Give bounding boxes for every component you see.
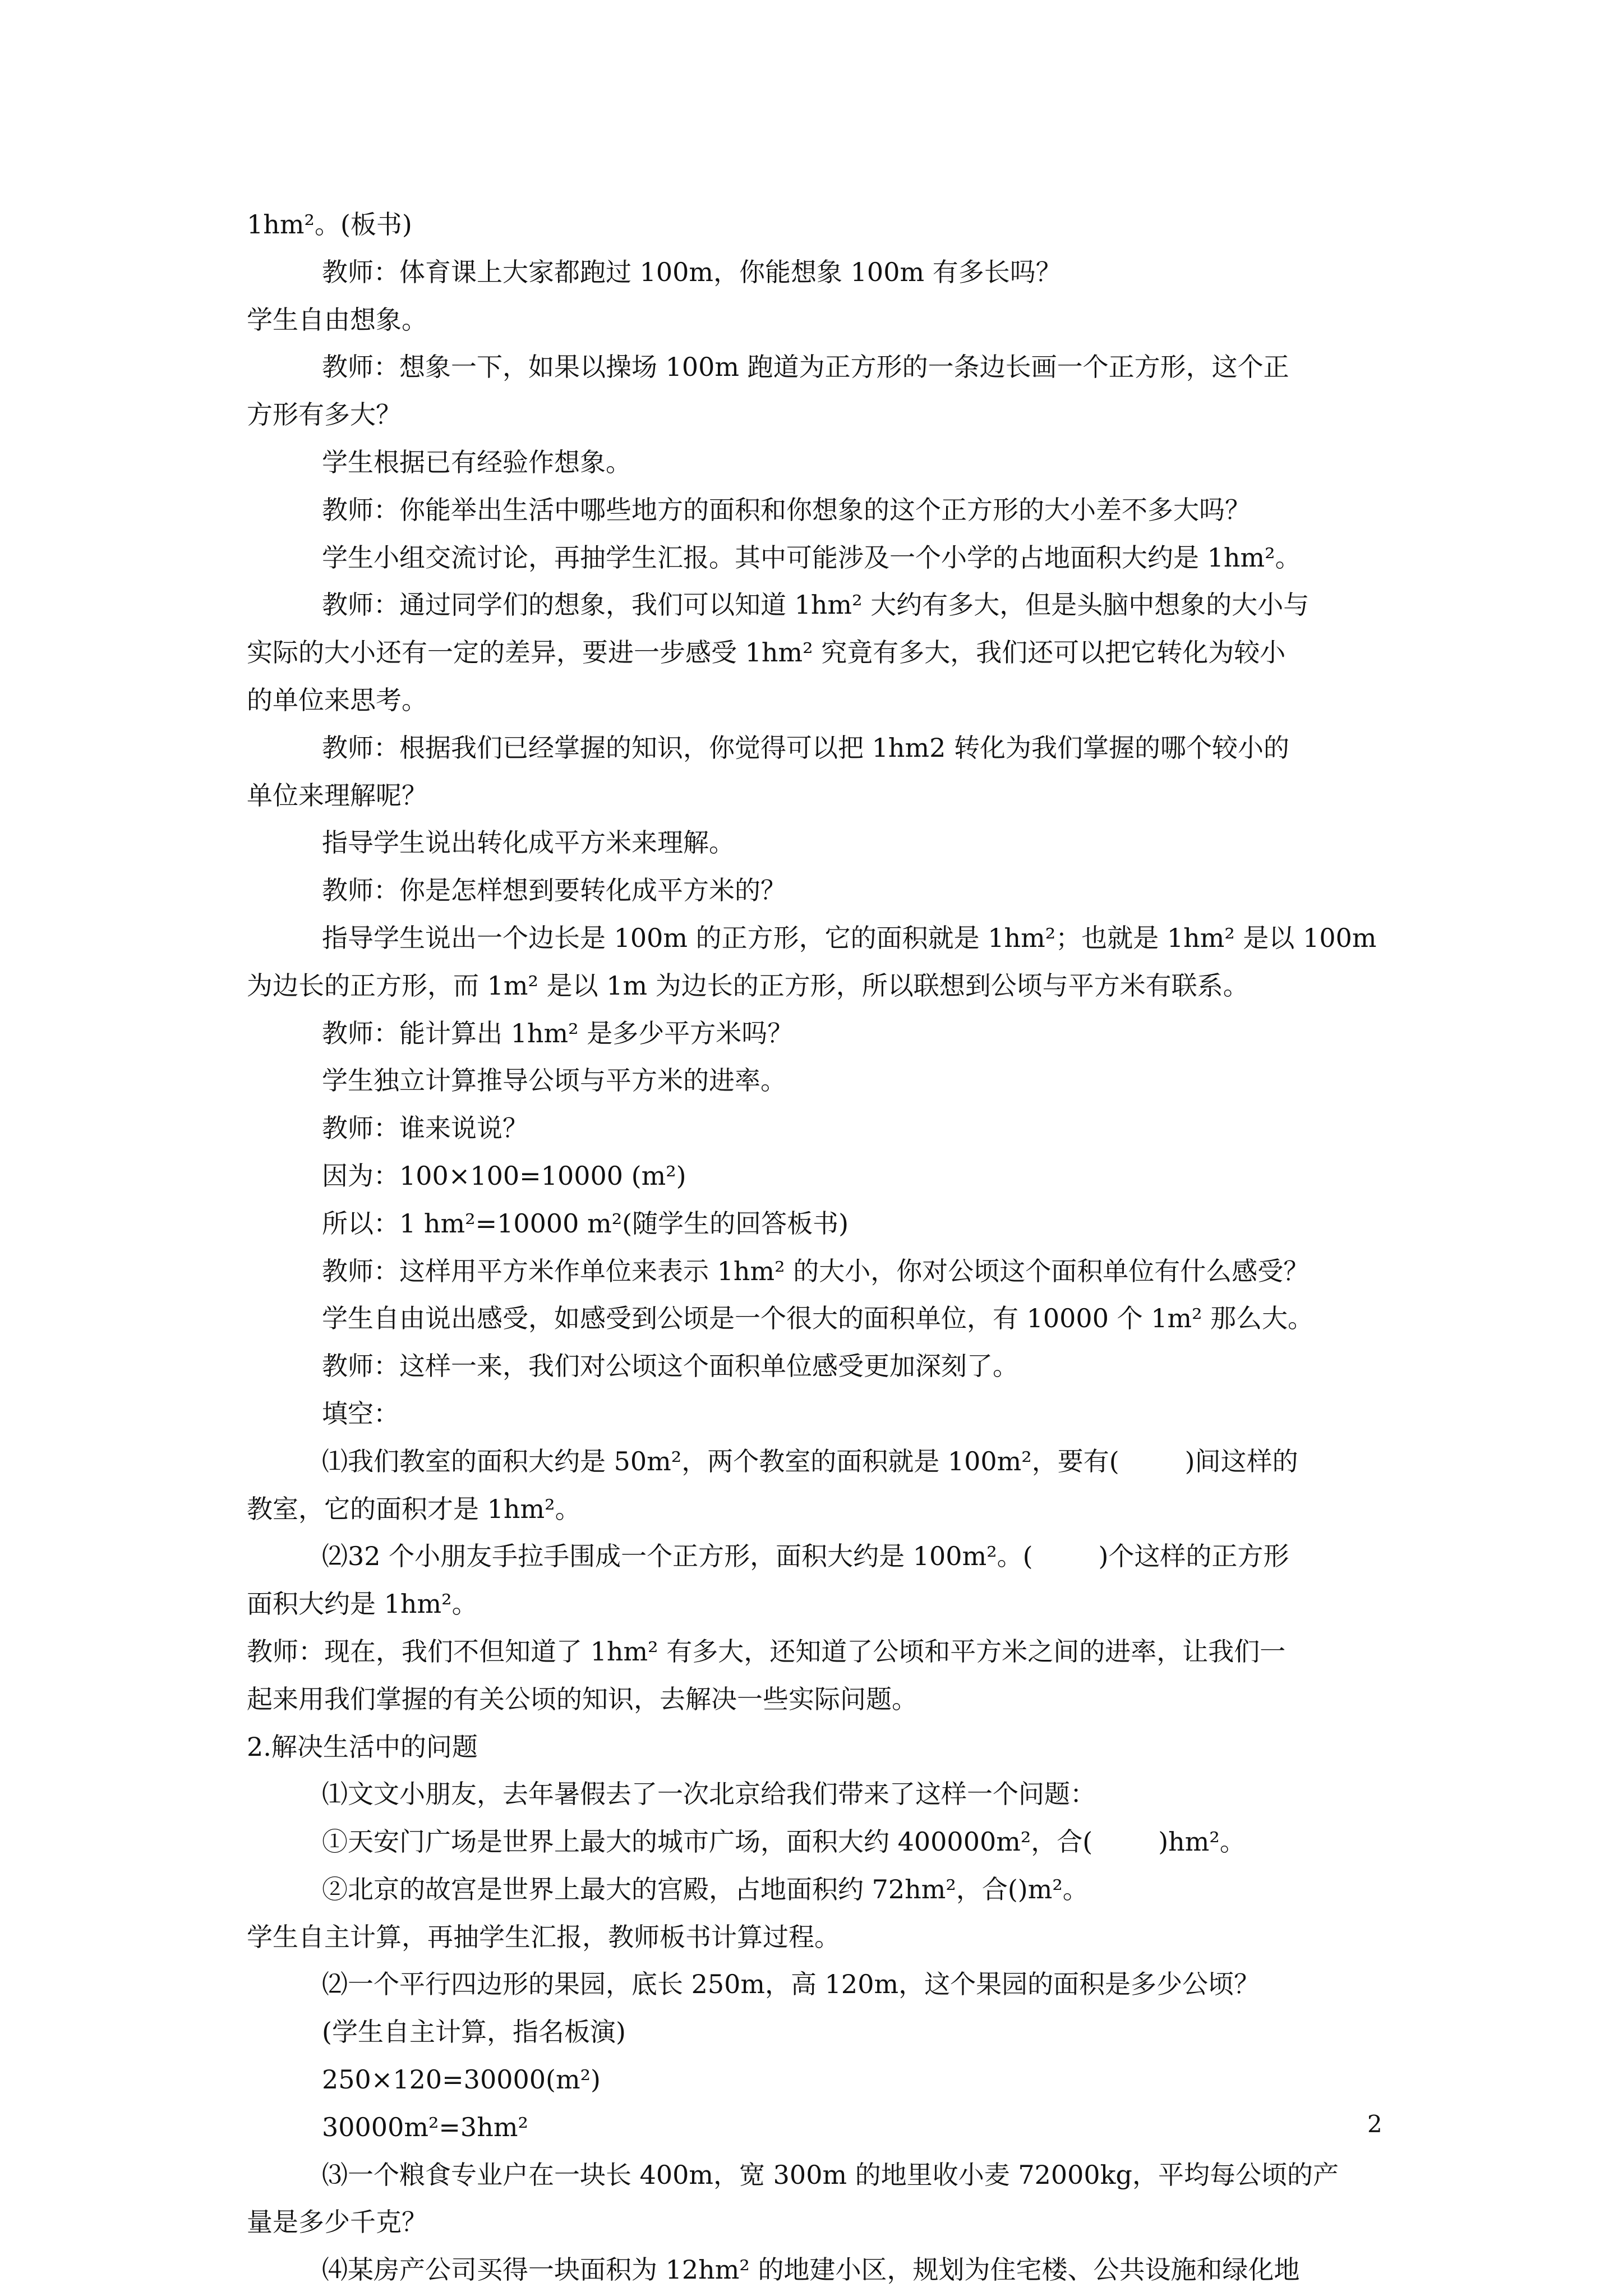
text-line: 教师：通过同学们的想象，我们可以知道 1hm² 大约有多大，但是头脑中想象的大小与 xyxy=(322,590,1310,620)
text-line: 教师：这样一来，我们对公顷这个面积单位感受更加深刻了。 xyxy=(322,1351,1018,1382)
page-body xyxy=(247,201,1388,2294)
text-line: 学生根据已有经验作想象。 xyxy=(322,447,631,477)
text-line: ①天安门广场是世界上最大的城市广场，面积大约 400000m²，合( )hm²。 xyxy=(322,1826,1246,1857)
text-line: 所以：1 hm²=10000 m²(随学生的回答板书) xyxy=(322,1208,849,1239)
text-line: 教师：根据我们已经掌握的知识，你觉得可以把 1hm2 转化为我们掌握的哪个较小的 xyxy=(322,732,1290,763)
text-line: ②北京的故宫是世界上最大的宫殿，占地面积约 72hm²，合()m²。 xyxy=(322,1874,1089,1904)
text-line: 教师：你能举出生活中哪些地方的面积和你想象的这个正方形的大小差不多大吗？ xyxy=(322,494,1251,525)
text-line: ⑶一个粮食专业户在一块长 400m，宽 300m 的地里收小麦 72000kg，平均每公顷的产 xyxy=(322,2159,1339,2190)
text-line: 教师：谁来说说？ xyxy=(322,1113,528,1144)
text-line: ⑴文文小朋友，去年暑假去了一次北京给我们带来了这样一个问题： xyxy=(322,1779,1096,1810)
text-line: 量是多少千克？ xyxy=(247,2207,427,2238)
text-line: 实际的大小还有一定的差异，要进一步感受 1hm² 究竟有多大，我们还可以把它转化为较小 xyxy=(247,637,1286,668)
text-line: 学生自由想象。 xyxy=(247,304,427,335)
text-line: 起来用我们掌握的有关公顷的知识，去解决一些实际问题。 xyxy=(247,1683,917,1714)
text-line: ⑵一个平行四边形的果园，底长 250m，高 120m，这个果园的面积是多少公顷？ xyxy=(322,1969,1260,2000)
text-line: ⑴我们教室的面积大约是 50m²，两个教室的面积就是 100m²，要有( )间这样的 xyxy=(322,1446,1298,1476)
text-line: 填空： xyxy=(322,1398,399,1429)
text-line: 教师：想象一下，如果以操场 100m 跑道为正方形的一条边长画一个正方形，这个正 xyxy=(322,352,1289,383)
text-line: 教师：现在，我们不但知道了 1hm² 有多大，还知道了公顷和平方米之间的进率，让我们一 xyxy=(247,1636,1286,1667)
text-line: 单位来理解呢？ xyxy=(247,780,427,811)
text-line: 30000m²=3hm² xyxy=(322,2111,528,2142)
text-line: ⑵32 个小朋友手拉手围成一个正方形，面积大约是 100m²。( )个这样的正方形 xyxy=(322,1541,1289,1572)
text-line: ⑷某房产公司买得一块面积为 12hm² 的地建小区，规划为住宅楼、公共设施和绿化地 xyxy=(322,2254,1300,2285)
text-line: 学生小组交流讨论，再抽学生汇报。其中可能涉及一个小学的占地面积大约是 1hm²。 xyxy=(322,542,1301,573)
text-line: 面积大约是 1hm²。 xyxy=(247,1589,478,1619)
page-number: 2 xyxy=(1367,2110,1382,2138)
text-line: 指导学生说出一个边长是 100m 的正方形，它的面积就是 1hm²；也就是 1hm² 是以 100m xyxy=(322,922,1377,953)
text-line: 教室，它的面积才是 1hm²。 xyxy=(247,1493,581,1524)
text-line: 学生自主计算，再抽学生汇报，教师板书计算过程。 xyxy=(247,1921,840,1952)
text-line: 因为：100×100=10000 (m²) xyxy=(322,1160,686,1191)
text-line: 方形有多大？ xyxy=(247,399,402,430)
text-line: 为边长的正方形，而 1m² 是以 1m 为边长的正方形，所以联想到公顷与平方米有联系。 xyxy=(247,970,1249,1001)
text-line: 的单位来思考。 xyxy=(247,684,427,715)
text-line: 教师：体育课上大家都跑过 100m，你能想象 100m 有多长吗？ xyxy=(322,256,1062,287)
text-line: 250×120=30000(m²) xyxy=(322,2064,601,2095)
text-line: 学生自由说出感受，如感受到公顷是一个很大的面积单位，有 10000 个 1m² 那么大。 xyxy=(322,1303,1314,1334)
text-line: 教师：能计算出 1hm² 是多少平方米吗？ xyxy=(322,1018,794,1048)
text-line: (学生自主计算，指名板演) xyxy=(322,2017,626,2047)
text-line: 教师：这样用平方米作单位来表示 1hm² 的大小，你对公顷这个面积单位有什么感受？ xyxy=(322,1255,1310,1286)
text-line: 1hm²。(板书) xyxy=(247,209,412,240)
text-line: 学生独立计算推导公顷与平方米的进率。 xyxy=(322,1065,786,1096)
text-line: 教师：你是怎样想到要转化成平方米的？ xyxy=(322,875,786,906)
text-line: 指导学生说出转化成平方米来理解。 xyxy=(322,827,735,858)
text-line: 2.解决生活中的问题 xyxy=(247,1731,478,1762)
